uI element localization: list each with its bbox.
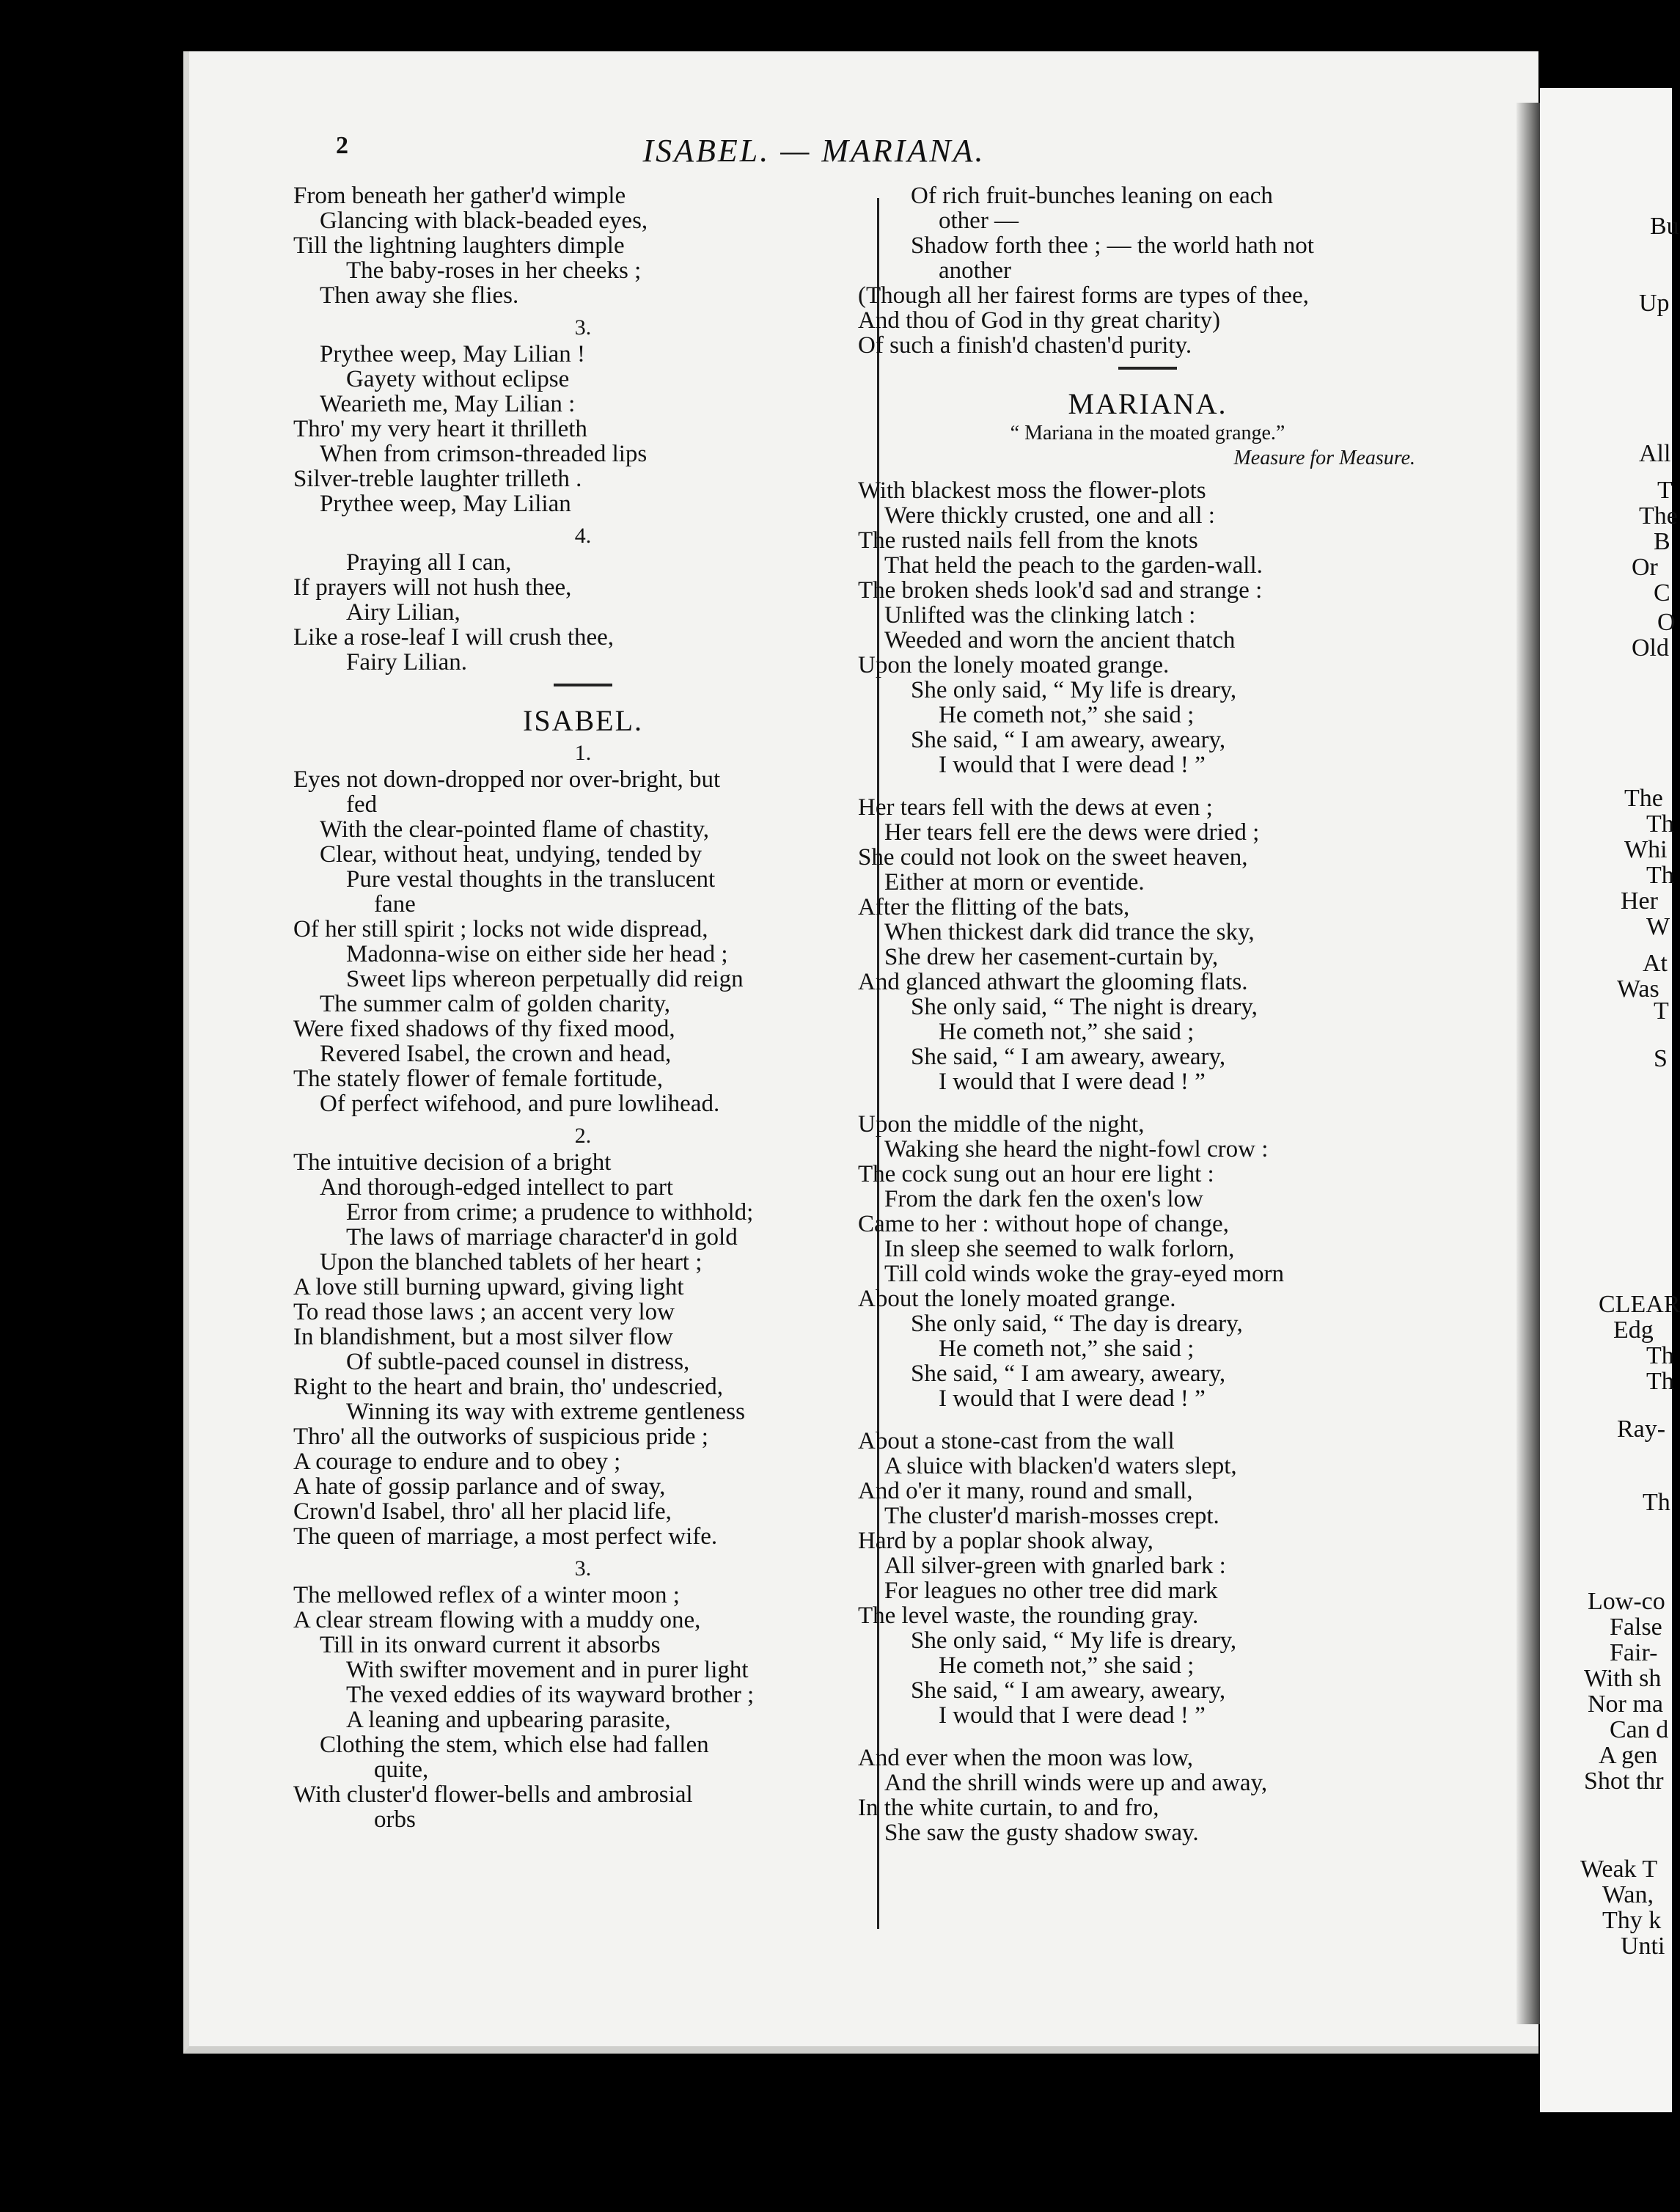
poem-line: I would that I were dead ! ” bbox=[939, 1385, 1206, 1412]
poem-line: All silver-green with gnarled bark : bbox=[884, 1553, 1226, 1579]
poem-line: From the dark fen the oxen's low bbox=[884, 1186, 1203, 1212]
poem-line: Her tears fell ere the dews were dried ; bbox=[884, 819, 1260, 846]
poem-line: He cometh not,” she said ; bbox=[939, 702, 1195, 728]
poem-line: Her tears fell with the dews at even ; bbox=[858, 794, 1213, 821]
facing-page-fragment: False bbox=[1610, 1614, 1662, 1641]
facing-page-fragment: Wan, bbox=[1602, 1881, 1654, 1908]
isabel-ending bbox=[858, 183, 1437, 358]
poem-line: A love still burning upward, giving light bbox=[293, 1274, 684, 1300]
facing-page-fragment: Th bbox=[1646, 810, 1674, 838]
poem-line: She could not look on the sweet heaven, bbox=[858, 844, 1248, 871]
poem-line: The intuitive decision of a bright bbox=[293, 1149, 612, 1176]
page-number: 2 bbox=[336, 132, 348, 159]
poem-line: Revered Isabel, the crown and head, bbox=[320, 1041, 672, 1067]
facing-page-fragment: W bbox=[1646, 913, 1670, 940]
poem-line: Gayety without eclipse bbox=[346, 366, 570, 392]
poem-line: The cock sung out an hour ere light : bbox=[858, 1161, 1214, 1187]
poem-line: orbs bbox=[374, 1806, 416, 1833]
poem-line: other — bbox=[939, 208, 1019, 234]
poem-line: another bbox=[939, 257, 1011, 284]
poem-line: She only said, “ My life is dreary, bbox=[911, 677, 1237, 703]
poem-line: The level waste, the rounding gray. bbox=[858, 1603, 1199, 1629]
poem-line: Airy Lilian, bbox=[346, 599, 461, 626]
poem-line: If prayers will not hush thee, bbox=[293, 574, 572, 601]
poem-line: Pure vestal thoughts in the translucent bbox=[346, 866, 716, 893]
facing-page-fragment: Unti bbox=[1621, 1933, 1665, 1960]
poem-line: She only said, “ The day is dreary, bbox=[911, 1311, 1243, 1337]
facing-page-fragment: Fair- bbox=[1610, 1639, 1658, 1666]
poem-line: A courage to endure and to obey ; bbox=[293, 1449, 621, 1475]
epigraph: “ Mariana in the moated grange.” bbox=[1010, 422, 1285, 444]
poem-line: Shadow forth thee ; — the world hath not bbox=[911, 232, 1314, 259]
facing-page-fragment: With sh bbox=[1584, 1665, 1662, 1692]
poem-line: The cluster'd marish-mosses crept. bbox=[884, 1503, 1219, 1529]
poem-line: Upon the lonely moated grange. bbox=[858, 652, 1170, 678]
facing-page-fragment: Edg bbox=[1613, 1316, 1654, 1344]
poem-line: Thro' my very heart it thrilleth bbox=[293, 416, 587, 442]
facing-page-fragment: Low-co bbox=[1588, 1588, 1665, 1615]
running-head: ISABEL. — MARIANA. bbox=[642, 133, 986, 169]
lilian-stanza-4 bbox=[293, 550, 873, 675]
facing-page-fragment: The bbox=[1624, 785, 1663, 812]
poem-line: He cometh not,” she said ; bbox=[939, 1336, 1195, 1362]
isabel-title: ISABEL. bbox=[523, 704, 643, 737]
poem-line: About the lonely moated grange. bbox=[858, 1286, 1176, 1312]
facing-page-fragment: All bbox=[1639, 440, 1671, 467]
poem-line: The summer calm of golden charity, bbox=[320, 991, 671, 1017]
mariana-stanza bbox=[858, 795, 1437, 1094]
poem-line: And o'er it many, round and small, bbox=[858, 1478, 1193, 1504]
poem-line: In blandishment, but a most silver flow bbox=[293, 1324, 673, 1350]
poem-line: Crown'd Isabel, thro' all her placid life, bbox=[293, 1498, 672, 1525]
poem-line: Till in its onward current it absorbs bbox=[320, 1632, 661, 1658]
poem-line: And ever when the moon was low, bbox=[858, 1745, 1194, 1771]
facing-page-fragment: Whi bbox=[1624, 836, 1668, 863]
poem-line: And the shrill winds were up and away, bbox=[884, 1770, 1268, 1796]
poem-line: Thro' all the outworks of suspicious pride ; bbox=[293, 1424, 708, 1450]
poem-line: The broken sheds look'd sad and strange : bbox=[858, 577, 1263, 604]
poem-line: I would that I were dead ! ” bbox=[939, 1702, 1206, 1729]
poem-line: Came to her : without hope of change, bbox=[858, 1211, 1229, 1237]
poem-line: Of rich fruit-bunches leaning on each bbox=[911, 183, 1273, 209]
facing-page-fragment: O bbox=[1657, 609, 1676, 636]
poem-line: Till cold winds woke the gray-eyed morn bbox=[884, 1261, 1285, 1287]
next-page-edge bbox=[1540, 88, 1672, 2112]
poem-line: With cluster'd flower-bells and ambrosial bbox=[293, 1781, 693, 1808]
poem-line: And thou of God in thy great charity) bbox=[858, 307, 1220, 334]
lilian-stanza-3 bbox=[293, 342, 873, 516]
isabel-stanza-1 bbox=[293, 767, 873, 1116]
poem-line: Like a rose-leaf I will crush thee, bbox=[293, 624, 615, 651]
left-column bbox=[293, 183, 873, 1832]
poem-line: Were thickly crusted, one and all : bbox=[884, 502, 1215, 529]
mariana-stanza bbox=[858, 1429, 1437, 1728]
facing-page-fragment: Or bbox=[1632, 554, 1658, 581]
facing-page-fragment: S bbox=[1654, 1045, 1668, 1072]
poem-line: I would that I were dead ! ” bbox=[939, 752, 1206, 778]
poem-line: Glancing with black-beaded eyes, bbox=[320, 208, 648, 234]
poem-line: Were fixed shadows of thy fixed mood, bbox=[293, 1016, 675, 1042]
facing-page-fragment: Thy k bbox=[1602, 1907, 1662, 1934]
poem-line: In the white curtain, to and fro, bbox=[858, 1795, 1159, 1821]
facing-page-fragment: Was bbox=[1617, 975, 1659, 1003]
poem-line: A hate of gossip parlance and of sway, bbox=[293, 1473, 666, 1500]
facing-page-fragment: Can d bbox=[1610, 1716, 1669, 1743]
poem-line: Hard by a poplar shook alway, bbox=[858, 1528, 1153, 1554]
poem-line: Fairy Lilian. bbox=[346, 649, 467, 675]
book-gutter bbox=[1516, 103, 1543, 2024]
poem-line: Upon the blanched tablets of her heart ; bbox=[320, 1249, 703, 1275]
mariana-stanzas bbox=[858, 478, 1437, 1845]
poem-line: A sluice with blacken'd waters slept, bbox=[884, 1453, 1237, 1479]
poem-line: Prythee weep, May Lilian bbox=[320, 491, 571, 517]
poem-line: fane bbox=[374, 891, 416, 918]
facing-page-fragment: Th bbox=[1646, 1342, 1674, 1369]
poem-line: Clothing the stem, which else had fallen bbox=[320, 1732, 709, 1758]
poem-line: When from crimson-threaded lips bbox=[320, 441, 648, 467]
poem-line: The vexed eddies of its wayward brother ; bbox=[346, 1682, 755, 1708]
poem-line: Silver-treble laughter trilleth . bbox=[293, 466, 582, 492]
poem-line: After the flitting of the bats, bbox=[858, 894, 1130, 920]
section-rule bbox=[1118, 367, 1177, 370]
poem-line: She only said, “ The night is dreary, bbox=[911, 994, 1258, 1020]
stanza-number: 3. bbox=[574, 315, 592, 340]
isabel-stanza-3 bbox=[293, 1583, 873, 1832]
poem-line: The baby-roses in her cheeks ; bbox=[346, 257, 642, 284]
poem-line: I would that I were dead ! ” bbox=[939, 1069, 1206, 1095]
right-column bbox=[858, 183, 1437, 1845]
poem-line: Prythee weep, May Lilian ! bbox=[320, 341, 585, 367]
poem-line: When thickest dark did trance the sky, bbox=[884, 919, 1255, 945]
poem-line: From beneath her gather'd wimple bbox=[293, 183, 626, 209]
poem-line: That held the peach to the garden-wall. bbox=[884, 552, 1263, 579]
poem-line: He cometh not,” she said ; bbox=[939, 1652, 1195, 1679]
poem-line: In sleep she seemed to walk forlorn, bbox=[884, 1236, 1235, 1262]
facing-page-fragment: Weak T bbox=[1580, 1856, 1658, 1883]
poem-line: The queen of marriage, a most perfect wife. bbox=[293, 1523, 718, 1550]
facing-page-fragment: A gen bbox=[1599, 1742, 1658, 1769]
poem-line: Winning its way with extreme gentleness bbox=[346, 1399, 745, 1425]
mariana-title: MARIANA. bbox=[1068, 387, 1228, 420]
poem-line: The laws of marriage character'd in gold bbox=[346, 1224, 738, 1250]
stanza-number: 3. bbox=[574, 1556, 592, 1581]
poem-line: She said, “ I am aweary, aweary, bbox=[911, 1360, 1226, 1387]
lilian-ending bbox=[293, 183, 873, 308]
poem-line: She said, “ I am aweary, aweary, bbox=[911, 1044, 1226, 1070]
poem-line: Wearieth me, May Lilian : bbox=[320, 391, 576, 417]
isabel-stanza-2 bbox=[293, 1150, 873, 1549]
poem-line: She drew her casement-curtain by, bbox=[884, 944, 1219, 970]
mariana-stanza bbox=[858, 1112, 1437, 1411]
poem-line: She saw the gusty shadow sway. bbox=[884, 1820, 1199, 1846]
mariana-stanza bbox=[858, 478, 1437, 777]
facing-page-fragment: The bbox=[1639, 502, 1678, 530]
poem-line: She said, “ I am aweary, aweary, bbox=[911, 727, 1226, 753]
poem-line: The stately flower of female fortitude, bbox=[293, 1066, 663, 1092]
facing-page-fragment: Up bbox=[1639, 290, 1670, 317]
facing-page-fragment: CLEAR bbox=[1599, 1291, 1680, 1318]
facing-page-fragment: Shot thr bbox=[1584, 1768, 1664, 1795]
facing-page-fragment: Th bbox=[1643, 1489, 1670, 1516]
poem-line: He cometh not,” she said ; bbox=[939, 1019, 1195, 1045]
poem-line: To read those laws ; an accent very low bbox=[293, 1299, 675, 1325]
epigraph-source: Measure for Measure. bbox=[1233, 447, 1415, 469]
section-rule bbox=[554, 684, 612, 686]
facing-page-fragment: Old bbox=[1632, 634, 1669, 662]
facing-page-fragment: T bbox=[1657, 477, 1673, 504]
poem-line: Either at morn or eventide. bbox=[884, 869, 1145, 896]
poem-line: (Though all her fairest forms are types of thee, bbox=[858, 282, 1309, 309]
poem-line: Right to the heart and brain, tho' undescried, bbox=[293, 1374, 724, 1400]
facing-page-fragment: T bbox=[1654, 997, 1669, 1025]
poem-line: The rusted nails fell from the knots bbox=[858, 527, 1198, 554]
poem-line: Eyes not down-dropped nor over-bright, but bbox=[293, 766, 721, 793]
facing-page-fragment: B bbox=[1654, 528, 1670, 555]
poem-line: Then away she flies. bbox=[320, 282, 519, 309]
facing-page-fragment: C bbox=[1654, 579, 1670, 607]
facing-page-fragment: Her bbox=[1621, 887, 1658, 915]
facing-page-fragment: Th bbox=[1646, 1368, 1674, 1395]
facing-page-fragment: Th bbox=[1646, 862, 1674, 889]
poem-line: Till the lightning laughters dimple bbox=[293, 232, 625, 259]
poem-line: Praying all I can, bbox=[346, 549, 512, 576]
poem-line: With swifter movement and in purer light bbox=[346, 1657, 749, 1683]
poem-line: A leaning and upbearing parasite, bbox=[346, 1707, 671, 1733]
poem-line: Sweet lips whereon perpetually did reign bbox=[346, 966, 744, 992]
poem-line: She said, “ I am aweary, aweary, bbox=[911, 1677, 1226, 1704]
poem-line: About a stone-cast from the wall bbox=[858, 1428, 1175, 1454]
poem-line: Of her still spirit ; locks not wide dispread, bbox=[293, 916, 708, 942]
poem-line: She only said, “ My life is dreary, bbox=[911, 1627, 1237, 1654]
poem-line: Of subtle-paced counsel in distress, bbox=[346, 1349, 690, 1375]
poem-line: The mellowed reflex of a winter moon ; bbox=[293, 1582, 680, 1608]
poem-line: A clear stream flowing with a muddy one, bbox=[293, 1607, 701, 1633]
poem-line: With blackest moss the flower-plots bbox=[858, 477, 1206, 504]
poem-line: For leagues no other tree did mark bbox=[884, 1578, 1218, 1604]
poem-line: Of perfect wifehood, and pure lowlihead. bbox=[320, 1091, 720, 1117]
poem-line: Of such a finish'd chasten'd purity. bbox=[858, 332, 1192, 359]
poem-line: Upon the middle of the night, bbox=[858, 1111, 1145, 1138]
poem-line: fed bbox=[346, 791, 378, 818]
stanza-number: 2. bbox=[574, 1124, 592, 1148]
poem-line: Weeded and worn the ancient thatch bbox=[884, 627, 1236, 653]
facing-page-fragment: Ray- bbox=[1617, 1416, 1666, 1443]
mariana-stanza bbox=[858, 1746, 1437, 1845]
poem-line: Unlifted was the clinking latch : bbox=[884, 602, 1196, 629]
poem-line: Waking she heard the night-fowl crow : bbox=[884, 1136, 1269, 1162]
poem-line: And thorough-edged intellect to part bbox=[320, 1174, 674, 1201]
facing-page-fragment: Nor ma bbox=[1588, 1691, 1663, 1718]
poem-line: And glanced athwart the glooming flats. bbox=[858, 969, 1248, 995]
stanza-number: 4. bbox=[574, 524, 592, 548]
poem-line: quite, bbox=[374, 1757, 429, 1783]
poem-line: Error from crime; a prudence to withhold; bbox=[346, 1199, 754, 1226]
poem-line: Clear, without heat, undying, tended by bbox=[320, 841, 703, 868]
stanza-number: 1. bbox=[574, 741, 592, 765]
poem-line: With the clear-pointed flame of chastity, bbox=[320, 816, 709, 843]
poem-line: Madonna-wise on either side her head ; bbox=[346, 941, 728, 967]
facing-page-fragment: Bu bbox=[1650, 213, 1679, 240]
facing-page-fragment: At bbox=[1643, 950, 1668, 977]
